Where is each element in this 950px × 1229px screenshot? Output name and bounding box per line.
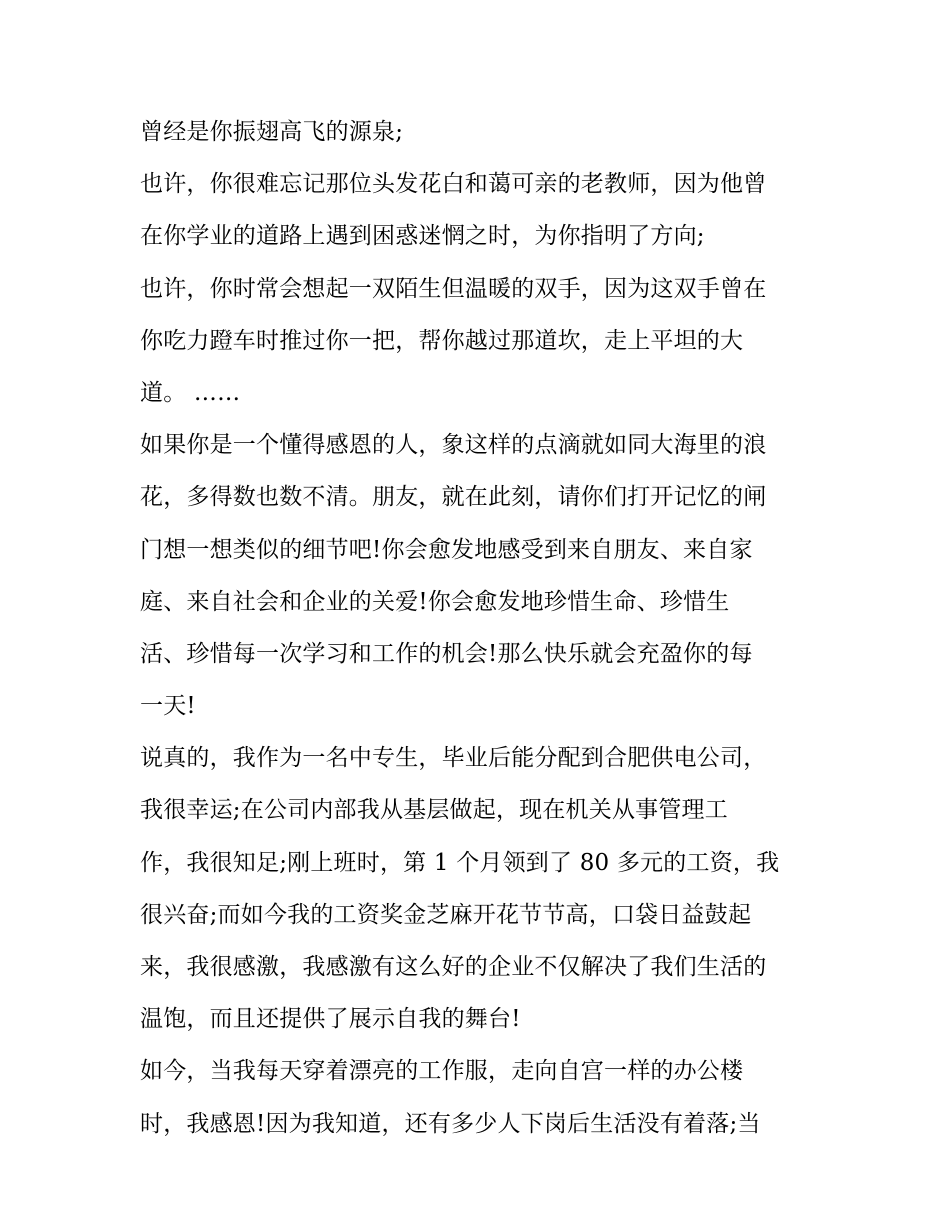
text-line: 如今，当我每天穿着漂亮的工作服，走向自宫一样的办公楼	[140, 1058, 744, 1085]
text-line: 来，我很感激，我感激有这么好的企业不仅解决了我们生活的	[140, 954, 767, 980]
text-line: 道。 ……	[140, 379, 241, 406]
text-line: 曾经是你振翅高飞的源泉;	[140, 119, 404, 145]
text-line: 也许，你时常会想起一双陌生但温暖的双手，因为这双手曾在	[140, 275, 767, 302]
text-line: 庭、来自社会和企业的关爱!你会愈发地珍惜生命、珍惜生	[140, 588, 730, 615]
text-line: 也许，你很难忘记那位头发花白和蔼可亲的老教师，因为他曾	[140, 171, 767, 198]
text-line: 作，我很知足;刚上班时，第 1 个月领到了 80 多元的工资，我	[140, 849, 780, 876]
text-line: 温饱，而且还提供了展示自我的舞台!	[140, 1006, 521, 1033]
text-line: 很兴奋;而如今我的工资奖金芝麻开花节节高，口袋日益鼓起	[140, 901, 752, 928]
body-text	[140, 106, 820, 1150]
text-line: 花，多得数也数不清。朋友，就在此刻，请你们打开记忆的闸	[140, 484, 767, 511]
text-line: 如果你是一个懂得感恩的人，象这样的点滴就如同大海里的浪	[140, 432, 767, 459]
text-line: 活、珍惜每一次学习和工作的机会!那么快乐就会充盈你的每	[140, 640, 753, 667]
text-line: 说真的，我作为一名中专生，毕业后能分配到合肥供电公司，	[140, 745, 767, 772]
text-line: 门想一想类似的细节吧!你会愈发地感受到来自朋友、来自家	[140, 536, 753, 563]
text-line: 时，我感恩!因为我知道，还有多少人下岗后生活没有着落;当	[140, 1110, 761, 1137]
text-line: 在你学业的道路上遇到困惑迷惘之时，为你指明了方向;	[140, 223, 705, 250]
text-line: 我很幸运;在公司内部我从基层做起，现在机关从事管理工	[140, 797, 728, 824]
text-line: 一天!	[140, 693, 196, 720]
text-line: 你吃力蹬车时推过你一把，帮你越过那道坎，走上平坦的大	[140, 327, 744, 354]
